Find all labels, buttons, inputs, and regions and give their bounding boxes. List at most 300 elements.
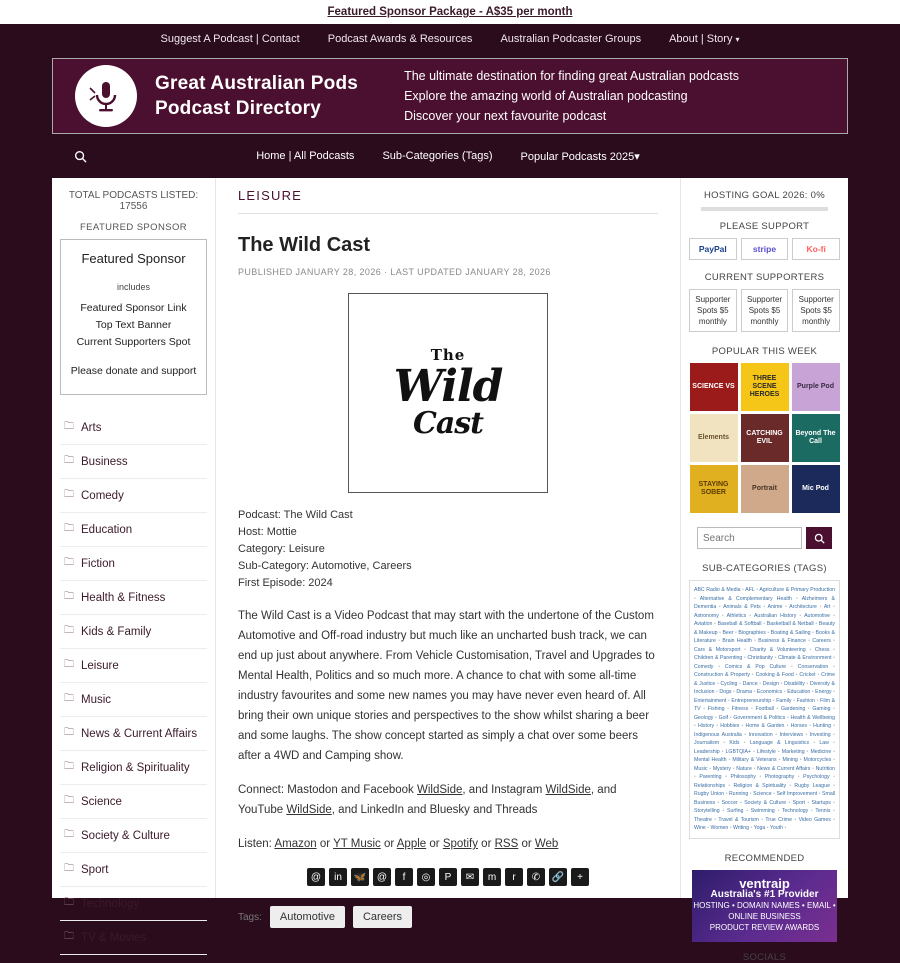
sponsor-benefit: Featured Sponsor Link [80, 302, 187, 314]
sponsor-footer: Please donate and support [70, 365, 197, 377]
supporter-spot[interactable]: Supporter Spots $5 monthly [792, 289, 840, 332]
tag-cloud-item[interactable]: Medicine • [810, 749, 835, 755]
secondary-nav-items [108, 150, 788, 163]
tag-cloud-item[interactable]: Society & Culture • [744, 800, 792, 806]
tag-cloud-item[interactable]: Beauty & Makeup • [694, 621, 835, 636]
tag-cloud-item[interactable]: Nature • [736, 766, 757, 772]
tag-cloud-item[interactable]: Cars & Motorsport • [694, 647, 750, 653]
tag-cloud-item[interactable]: Comics & Pop Culture • [725, 664, 798, 670]
tag-cloud-item[interactable]: Youth • [770, 825, 786, 831]
folder-icon: 🗀 [64, 897, 74, 908]
tagline-line2: Explore the amazing world of Australian podcasting [404, 89, 688, 103]
tag-cloud-item[interactable]: Government & Politics • [733, 715, 790, 721]
payment-buttons [689, 238, 840, 260]
fact-category: Category: Leisure [238, 543, 325, 555]
right-sidebar [680, 178, 848, 963]
tags-row [238, 906, 658, 928]
podcast-cover-art [348, 293, 548, 493]
tag-cloud-item[interactable]: Technology • [782, 808, 815, 814]
tag-cloud-item[interactable]: Innovation • [749, 732, 780, 738]
top-sponsor-bar [0, 0, 900, 24]
tag-cloud-item[interactable]: Cricket • [799, 672, 821, 678]
tag-cloud-item[interactable]: Photography • [765, 774, 803, 780]
tag-cloud-item[interactable]: Crime & Justice • [694, 672, 835, 687]
tag-chip-automotive[interactable]: Automotive [270, 906, 345, 928]
tag-cloud-item[interactable]: Film & TV • [694, 698, 835, 713]
folder-icon: 🗀 [64, 863, 74, 874]
bluesky-icon[interactable]: 🦋 [351, 868, 369, 886]
category-label: Music [81, 693, 112, 706]
total-podcasts-listed: TOTAL PODCASTS LISTED: 17556 [68, 190, 199, 212]
instagram-icon[interactable]: ◎ [417, 868, 435, 886]
sponsor-includes-label: includes [116, 282, 151, 292]
tag-cloud-item[interactable]: Cycling • [720, 681, 742, 687]
folder-icon: 🗀 [64, 727, 74, 738]
post-title: The Wild Cast [238, 234, 371, 256]
sidebar-item-technology[interactable] [60, 887, 207, 921]
main-article [216, 178, 680, 923]
search-input[interactable] [697, 527, 802, 549]
tag-cloud-item[interactable]: Entertainment • [694, 698, 731, 704]
tag-cloud-item[interactable]: Athletics • [727, 613, 754, 619]
connect-line [238, 780, 658, 820]
left-sidebar [52, 178, 216, 944]
tag-cloud-item[interactable]: Surfing • [727, 808, 751, 814]
listen-link-yt-music[interactable]: YT Music [333, 838, 381, 850]
stripe-button[interactable]: stripe [741, 238, 789, 260]
tag-cloud-item[interactable]: Biographies • [738, 630, 770, 636]
sidebar-item-science[interactable] [60, 785, 207, 819]
chevron-down-icon: ▾ [634, 150, 640, 163]
tag-cloud-item[interactable]: Language & Linguistics • [750, 740, 820, 746]
nav-label: Popular Podcasts 2025 [520, 150, 635, 163]
category-label: Arts [81, 421, 102, 434]
tag-cloud-item[interactable]: Education • [787, 689, 815, 695]
supporter-spots [689, 289, 840, 332]
tag-cloud-item[interactable]: Interviews • [780, 732, 810, 738]
folder-icon: 🗀 [64, 421, 74, 432]
fact-first-episode: First Episode: 2024 [238, 577, 333, 589]
nav-label: Suggest A Podcast | Contact [160, 33, 300, 45]
ad-subtext: HOSTING • DOMAIN NAMES • EMAIL • ONLINE BUSINESS [693, 901, 836, 921]
tag-cloud-item[interactable]: Fashion • [797, 698, 821, 704]
sidebar-item-sport[interactable] [60, 853, 207, 887]
messenger-icon[interactable]: m [483, 868, 501, 886]
ad-badge: PRODUCT REVIEW AWARDS [709, 923, 820, 932]
category-label: Science [81, 795, 122, 808]
listen-link-spotify[interactable]: Spotify [442, 838, 478, 850]
recommended-ad-banner[interactable] [692, 870, 837, 942]
tag-cloud-item[interactable]: Agriculture & Primary Production • [694, 587, 835, 602]
site-header [52, 58, 848, 134]
category-label: Society & Culture [81, 829, 170, 842]
tag-cloud-item[interactable]: Theatre • [694, 817, 718, 823]
tag-cloud-item[interactable]: Indigenous Australia • [694, 732, 749, 738]
tag-cloud-item[interactable]: Sport • [793, 800, 812, 806]
threads-icon[interactable]: @ [373, 868, 391, 886]
tag-cloud-item[interactable]: Automotive • [804, 613, 835, 619]
listen-sep: or [380, 838, 397, 850]
connect-mid-1: , and Instagram [462, 784, 546, 796]
nav-label: Australian Podcaster Groups [500, 33, 642, 45]
tag-cloud-item[interactable]: Economics • [757, 689, 787, 695]
supporter-spot[interactable]: Supporter Spots $5 monthly [741, 289, 789, 332]
category-label: Education [81, 523, 133, 536]
copy-link-icon[interactable]: 🔗 [549, 868, 567, 886]
popular-tile[interactable]: Purple Pod [792, 363, 840, 411]
nav-item-podcast-awards[interactable] [314, 33, 487, 45]
tag-cloud-item[interactable]: Family • [776, 698, 796, 704]
tag-cloud-item[interactable]: Drama • [736, 689, 756, 695]
listen-sep: or [316, 838, 334, 850]
tag-cloud-item[interactable]: Anime • [768, 604, 790, 610]
sponsor-benefit: Top Text Banner [95, 319, 172, 331]
tag-cloud-item[interactable]: Gardening • [781, 706, 812, 712]
tag-cloud-item[interactable]: Swimming • [751, 808, 782, 814]
tag-cloud-item[interactable]: AFL • [745, 587, 759, 593]
tag-cloud-item[interactable]: Careers • [812, 638, 835, 644]
tag-cloud-item[interactable]: Fishing • [708, 706, 732, 712]
folder-icon: 🗀 [64, 557, 74, 568]
listen-link-web[interactable]: Web [534, 838, 559, 850]
page-content [52, 178, 848, 963]
tag-cloud-item[interactable]: Climate & Environment • [778, 655, 835, 661]
tag-cloud-item[interactable]: Art • [824, 604, 835, 610]
sponsor-title: Featured Sponsor [81, 251, 186, 266]
nav-label: About | Story [669, 33, 733, 45]
folder-icon: 🗀 [64, 693, 74, 704]
tag-cloud-item[interactable]: Alzheimers & Dementia • [694, 596, 835, 611]
category-label: News & Current Affairs [81, 727, 198, 740]
tag-cloud-item[interactable]: Business & Finance • [758, 638, 812, 644]
tag-cloud-item[interactable]: Mystery • [713, 766, 736, 772]
tag-cloud-item[interactable]: Psychology • [803, 774, 835, 780]
please-support-label: PLEASE SUPPORT [719, 221, 810, 232]
tag-cloud-item[interactable]: Tennis • [815, 808, 835, 814]
tagline-line3: Discover your next favourite podcast [404, 109, 607, 123]
current-supporters-label: CURRENT SUPPORTERS [704, 272, 825, 283]
post-meta: PUBLISHED JANUARY 28, 2026 · LAST UPDATED JANUARY 28, 2026 [238, 267, 551, 277]
tags-label: Tags: [238, 911, 262, 923]
listen-link-amazon[interactable]: Amazon [274, 838, 317, 850]
listen-sep: or [477, 838, 495, 850]
listen-sep: or [518, 838, 535, 850]
popular-tile[interactable]: CATCHING EVIL [741, 414, 789, 462]
sidebar-search [689, 527, 840, 549]
folder-icon: 🗀 [64, 489, 74, 500]
socials-label: SOCIALS [742, 951, 787, 963]
popular-tile[interactable]: Portrait [741, 465, 789, 513]
folder-icon: 🗀 [64, 829, 74, 840]
tag-cloud-item[interactable]: Alternative & Complementary Health • [700, 596, 802, 602]
facebook-icon[interactable]: f [395, 868, 413, 886]
sidebar-item-comedy[interactable] [60, 479, 207, 513]
connect-prefix: Connect: Mastodon and Facebook [238, 784, 418, 796]
connect-suffix: , and LinkedIn and Bluesky and Threads [331, 804, 538, 816]
category-label: Leisure [81, 659, 119, 672]
tag-cloud-item[interactable]: Journalism • [694, 740, 729, 746]
tag-cloud-item[interactable]: Law • [819, 740, 835, 746]
tag-cloud-item[interactable]: Investing • [810, 732, 835, 738]
podcast-description: The Wild Cast is a Video Podcast that may start with the undertone of the Custom Automotive and Off-road industry but much like an uncharted bush track, we can end up just about anywhere. From Vehicle Customisation, Travel and Upgrades to Mental Health, Politics and so much more. A chance to chat with some all-time industry favourites and some new names you may have never even heard of. All bring their own unique stories and perspectives to the show whilst sharing a beer and some laughs. The show concept started as simply a chat over some beers after a 4WD and Camping show. [238, 610, 655, 762]
site-title-line1: Great Australian Pods [155, 73, 359, 94]
search-submit-button[interactable] [806, 527, 832, 549]
popular-tile[interactable]: STAYING SOBER [690, 465, 738, 513]
tag-cloud-item[interactable]: Small Business • [694, 791, 835, 806]
listen-sep: or [426, 838, 443, 850]
tag-cloud-item[interactable]: Brain Health • [722, 638, 758, 644]
tag-cloud-item[interactable]: Comedy • [694, 664, 725, 670]
tag-cloud-item[interactable]: Philosophy • [730, 774, 764, 780]
folder-icon: 🗀 [64, 795, 74, 806]
tag-cloud-item[interactable]: Football • [755, 706, 781, 712]
tag-cloud-item[interactable]: Design • [763, 681, 784, 687]
folder-icon: 🗀 [64, 659, 74, 670]
tag-cloud-item[interactable]: Writing • [733, 825, 754, 831]
featured-sponsor-box[interactable] [60, 239, 207, 395]
cover-line-3: Cast [412, 405, 484, 441]
more-share-icon[interactable]: + [571, 868, 589, 886]
popular-tile[interactable]: Beyond The Call [792, 414, 840, 462]
tag-cloud-item[interactable]: Self Improvement • [776, 791, 822, 797]
category-label: Sport [81, 863, 109, 876]
popular-this-week-label: POPULAR THIS WEEK [711, 346, 818, 357]
tag-cloud-item[interactable]: Books & Literature • [694, 630, 835, 645]
microphone-icon[interactable] [75, 65, 137, 127]
tag-cloud-item[interactable]: Home & Garden • [745, 723, 790, 729]
primary-nav [0, 24, 900, 54]
search-icon[interactable] [52, 150, 108, 163]
listen-link-apple[interactable]: Apple [396, 838, 427, 850]
sidebar-item-tv-movies[interactable] [60, 921, 207, 955]
popular-tile[interactable]: SCIENCE VS [690, 363, 738, 411]
tag-cloud-item[interactable]: Dance • [743, 681, 763, 687]
folder-icon: 🗀 [64, 523, 74, 534]
tag-cloud-item[interactable]: Boating & Sailing • [771, 630, 816, 636]
folder-icon: 🗀 [64, 625, 74, 636]
tag-cloud-item[interactable]: Conservation • [798, 664, 835, 670]
chevron-down-icon: ▾ [735, 35, 740, 44]
nav-item-suggest-podcast[interactable] [147, 33, 314, 45]
category-label: Health & Fitness [81, 591, 166, 604]
sidebar-item-business[interactable] [60, 445, 207, 479]
tag-cloud-item[interactable]: Mining • [782, 757, 803, 763]
tag-cloud-item[interactable]: Charity & Volunteering • [750, 647, 815, 653]
reddit-icon[interactable]: r [505, 868, 523, 886]
tag-cloud-item[interactable]: Rugby Union • [694, 791, 729, 797]
sidebar-item-news-current-affairs[interactable] [60, 717, 207, 751]
tag-cloud-item[interactable]: Video Games • [799, 817, 835, 823]
supporter-spot[interactable]: Supporter Spots $5 monthly [689, 289, 737, 332]
linkedin-icon[interactable]: in [329, 868, 347, 886]
tag-cloud-item[interactable]: Science • [753, 791, 776, 797]
tagline-line1: The ultimate destination for finding great Australian podcasts [404, 69, 739, 83]
secondary-nav [52, 142, 848, 170]
tag-cloud-item[interactable]: Parenting • [699, 774, 730, 780]
sidebar-item-society-culture[interactable] [60, 819, 207, 853]
sidebar-item-fiction[interactable] [60, 547, 207, 581]
tag-chip-careers[interactable]: Careers [353, 906, 412, 928]
category-list [60, 411, 207, 955]
paypal-button[interactable]: PayPal [689, 238, 737, 260]
tag-cloud-item[interactable]: Beer • [722, 630, 738, 636]
tag-cloud-item[interactable]: Running • [729, 791, 753, 797]
site-tagline [404, 66, 739, 126]
cover-line-1: The [430, 345, 466, 364]
tag-cloud-item[interactable]: Religion & Spirituality • [733, 783, 794, 789]
page-title [155, 71, 358, 121]
tag-cloud-item[interactable]: Military & Veterans • [732, 757, 782, 763]
recommended-label: RECOMMENDED [724, 852, 805, 864]
nav-item-popular-podcasts-2025[interactable] [507, 150, 654, 163]
nav-label: Sub-Categories (Tags) [382, 150, 493, 162]
tag-cloud-item[interactable]: Travel & Tourism • [718, 817, 765, 823]
category-label: Comedy [81, 489, 124, 502]
tag-cloud-item[interactable]: Cooking & Food • [756, 672, 800, 678]
tag-cloud-item[interactable]: Geology • [694, 715, 719, 721]
sponsor-benefit: Current Supporters Spot [76, 336, 191, 348]
sidebar-item-religion-spirituality[interactable] [60, 751, 207, 785]
tag-cloud-item[interactable]: Nutrition • [694, 766, 835, 781]
tag-cloud-item[interactable]: Lifestyle • [757, 749, 782, 755]
tag-cloud-item[interactable]: Children & Parenting • [694, 655, 747, 661]
sidebar-item-education[interactable] [60, 513, 207, 547]
tag-cloud-item[interactable]: Startups • [812, 800, 836, 806]
tag-cloud-item[interactable]: Hunting • [813, 723, 835, 729]
tag-cloud-item[interactable]: Christianity • [747, 655, 778, 661]
nav-item-podcaster-groups[interactable] [486, 33, 655, 45]
email-icon[interactable]: ✉ [461, 868, 479, 886]
tag-cloud-item[interactable]: Kids • [729, 740, 749, 746]
tag-cloud-item[interactable]: Storytelling • [694, 808, 727, 814]
tag-cloud-item[interactable]: Entrepreneurship • [731, 698, 776, 704]
tag-cloud-item[interactable]: Aviation • [694, 621, 718, 627]
tag-cloud-item[interactable]: History • [698, 723, 720, 729]
tag-cloud-item[interactable]: Mental Health • [694, 757, 732, 763]
sub-categories-label: SUB-CATEGORIES (TAGS) [702, 563, 827, 574]
tag-cloud-item[interactable]: Women • [711, 825, 733, 831]
whatsapp-icon[interactable]: ✆ [527, 868, 545, 886]
popular-tile[interactable]: Mic Pod [792, 465, 840, 513]
tag-cloud-item[interactable]: Marketing • [782, 749, 811, 755]
tag-cloud-item[interactable]: Australian History • [754, 613, 804, 619]
listen-link-rss[interactable]: RSS [494, 838, 519, 850]
popular-tile[interactable]: Elements [690, 414, 738, 462]
sidebar-item-kids-family[interactable] [60, 615, 207, 649]
nav-item-sub-categories[interactable] [368, 150, 506, 162]
tag-cloud-item[interactable]: True Crime • [765, 817, 798, 823]
tag-cloud-item[interactable]: LGBTQIA+ • [726, 749, 757, 755]
tag-cloud[interactable] [689, 580, 840, 839]
facebook-link[interactable]: WildSide [417, 784, 463, 796]
sidebar-item-health-fitness[interactable] [60, 581, 207, 615]
cover-art-wrap [238, 293, 658, 493]
tag-cloud-item[interactable]: Baseball & Softball • [718, 621, 767, 627]
tag-cloud-item[interactable]: Music • [694, 766, 713, 772]
category-label: Religion & Spirituality [81, 761, 190, 774]
tag-cloud-item[interactable]: Motorcycles • [804, 757, 835, 763]
instagram-link[interactable]: WildSide [545, 784, 591, 796]
tag-cloud-item[interactable]: Leadership • [694, 749, 726, 755]
tag-cloud-item[interactable]: Construction & Property • [694, 672, 756, 678]
hosting-goal-progress [701, 207, 828, 211]
tag-cloud-item[interactable]: Energy • [815, 689, 835, 695]
folder-icon: 🗀 [64, 931, 74, 942]
tag-cloud-item[interactable]: Soccer • [722, 800, 745, 806]
connect-mid-2: , and YouTube [238, 784, 617, 816]
category-label: Business [81, 455, 128, 468]
tag-cloud-item[interactable]: Disability • [784, 681, 810, 687]
tag-cloud-item[interactable]: Architecture • [789, 604, 824, 610]
featured-sponsor-link[interactable]: Featured Sponsor Package - A$35 per month [327, 6, 573, 18]
sidebar-item-music[interactable] [60, 683, 207, 717]
hosting-goal-label: HOSTING GOAL 2026: 0% [703, 190, 826, 201]
site-title-line2: Podcast Directory [155, 98, 322, 119]
sidebar-item-arts[interactable] [60, 411, 207, 445]
tag-cloud-item[interactable]: Fitness • [732, 706, 756, 712]
tag-cloud-item[interactable]: Wine • [694, 825, 711, 831]
nav-item-home-all-podcasts[interactable] [242, 150, 368, 162]
sidebar-item-leisure[interactable] [60, 649, 207, 683]
folder-icon: 🗀 [64, 591, 74, 602]
tag-cloud-item[interactable]: Chess • [815, 647, 835, 653]
popular-podcast-grid [689, 363, 840, 513]
category-label: Fiction [81, 557, 115, 570]
folder-icon: 🗀 [64, 761, 74, 772]
tag-cloud-item[interactable]: Gaming • [812, 706, 835, 712]
nav-label: Home | All Podcasts [256, 150, 355, 162]
tag-cloud-item[interactable]: Hobbies • [720, 723, 745, 729]
cover-line-2: Wild [393, 360, 503, 412]
site-header-wrap [0, 54, 900, 134]
category-label: TV & Movies [81, 931, 147, 944]
listen-prefix: Listen: [238, 838, 275, 850]
fact-host: Host: Mottie [238, 526, 297, 538]
category-label: Kids & Family [81, 625, 152, 638]
tag-cloud-item[interactable]: Horses • [791, 723, 814, 729]
ad-brand: ventraip [739, 876, 790, 891]
tag-cloud-item[interactable]: Yoga • [754, 825, 770, 831]
pinterest-icon[interactable]: P [439, 868, 457, 886]
tag-cloud-item[interactable]: Animals & Pets • [723, 604, 768, 610]
tag-cloud-item[interactable]: ABC Radio & Media • [694, 587, 745, 593]
tag-cloud-item[interactable]: Basketball & Netball • [767, 621, 819, 627]
share-buttons [238, 868, 658, 886]
tag-cloud-item[interactable]: Health & Wellbeing • [694, 715, 835, 730]
mastodon-icon[interactable]: @ [307, 868, 325, 886]
tag-cloud-item[interactable]: Diversity & Inclusion • [694, 681, 835, 696]
fact-podcast: Podcast: The Wild Cast [238, 509, 353, 521]
fact-sub-category: Sub-Category: Automotive, Careers [238, 560, 412, 572]
nav-label: Podcast Awards & Resources [327, 33, 473, 45]
tag-cloud-item[interactable]: Rugby League • [794, 783, 835, 789]
tag-cloud-item[interactable]: Relationships • [694, 783, 733, 789]
breadcrumb: LEISURE [238, 188, 658, 214]
tag-cloud-item[interactable]: News & Current Affairs • [757, 766, 816, 772]
kofi-button[interactable]: Ko-fi [792, 238, 840, 260]
youtube-link[interactable]: WildSide [286, 804, 332, 816]
folder-icon: 🗀 [64, 455, 74, 466]
tag-cloud-item[interactable]: Astronomy • [694, 613, 727, 619]
tag-cloud-item[interactable]: Golf • [719, 715, 734, 721]
ad-headline: Australia's #1 Provider [710, 889, 819, 900]
podcast-facts [238, 507, 658, 592]
popular-tile[interactable]: THREE SCENE HEROES [741, 363, 789, 411]
nav-item-about-story[interactable] [655, 33, 753, 45]
category-label: Technology [81, 897, 140, 910]
featured-sponsor-label: FEATURED SPONSOR [79, 222, 188, 233]
tag-cloud-item[interactable]: Dogs • [719, 689, 736, 695]
